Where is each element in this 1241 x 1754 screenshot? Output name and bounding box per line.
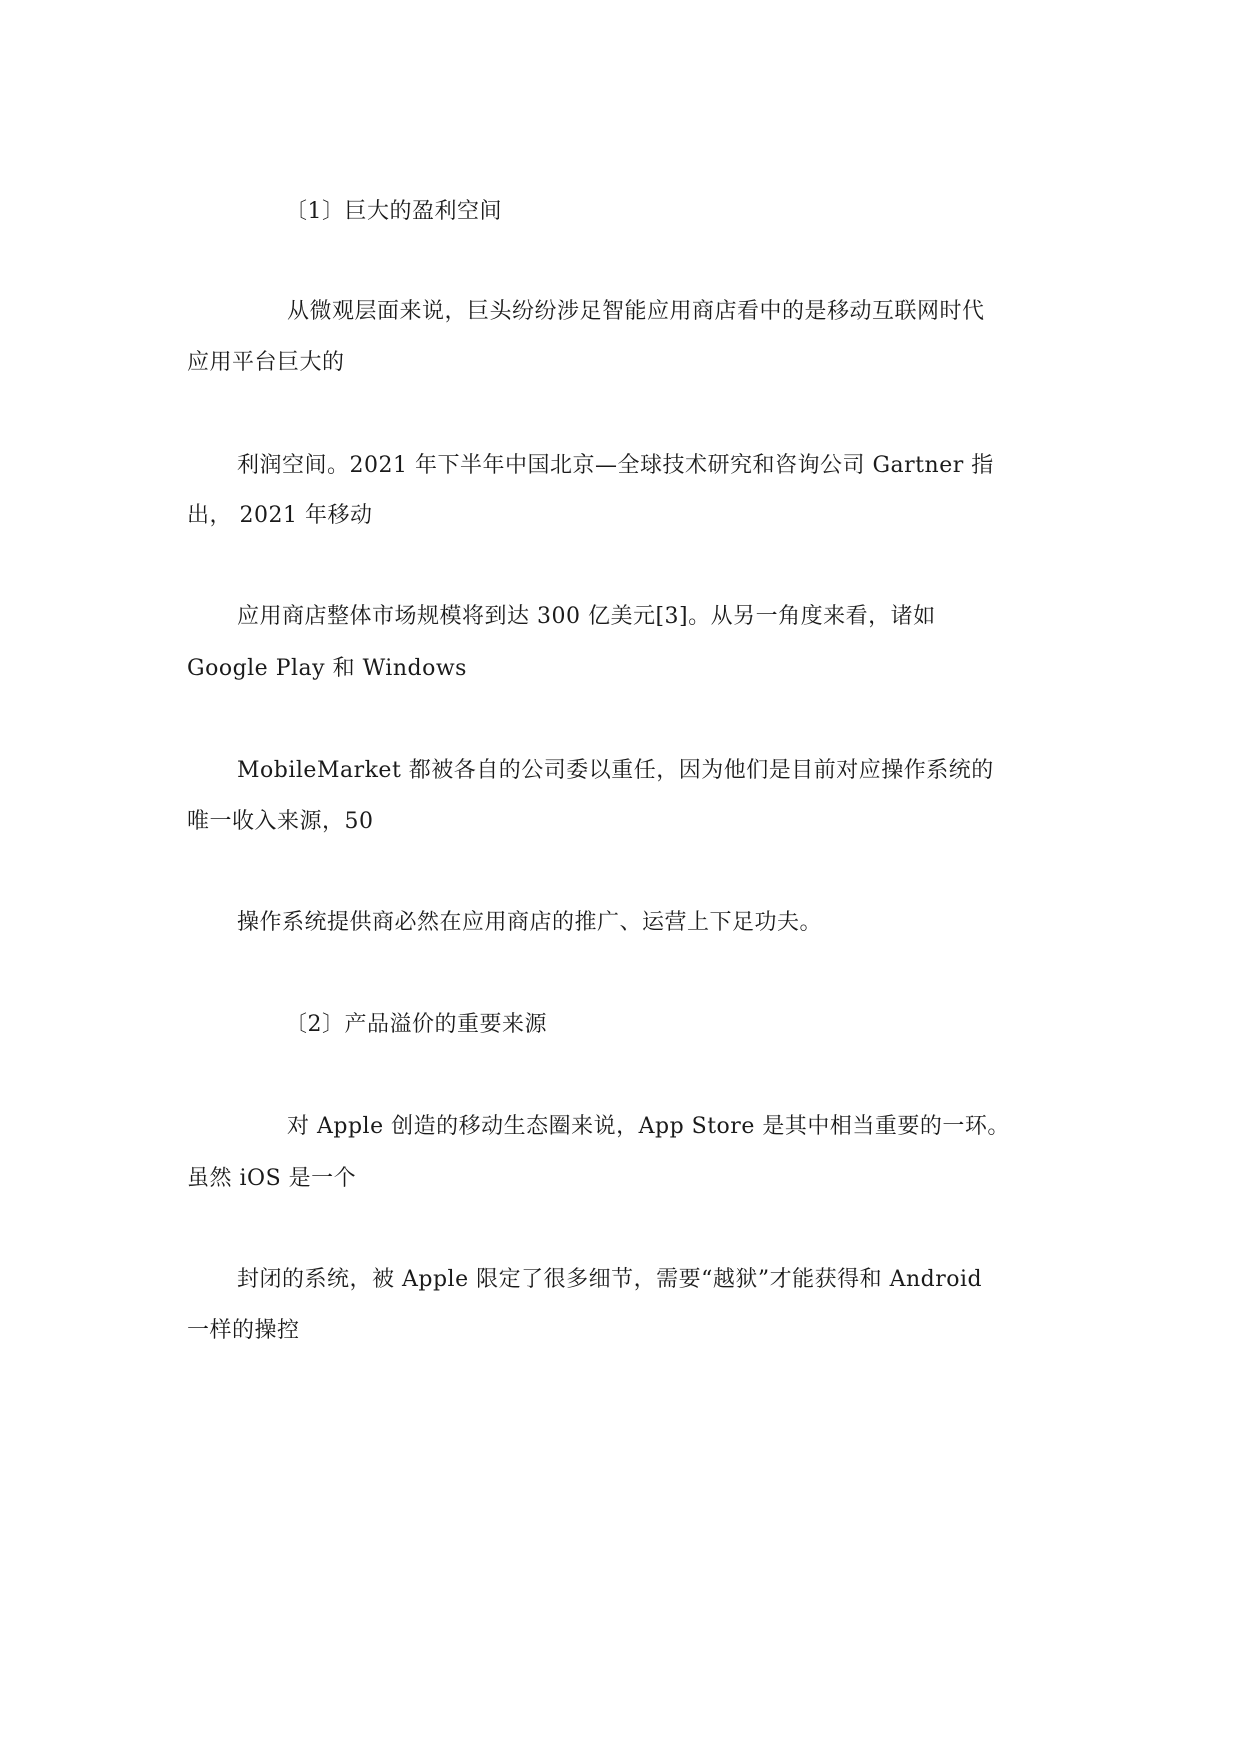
paragraph-2-line-2: 出， 2021 年移动 xyxy=(187,503,373,528)
paragraph-5-line-1: 操作系统提供商必然在应用商店的推广、运营上下足功夫。 xyxy=(237,910,823,935)
section-heading-1: 〔1〕巨大的盈利空间 xyxy=(285,199,502,224)
paragraph-7-line-2: 一样的操控 xyxy=(187,1318,300,1343)
paragraph-7-line-1: 封闭的系统，被 Apple 限定了很多细节，需要“越狱”才能获得和 Android xyxy=(237,1267,983,1292)
paragraph-4-line-2: 唯一收入来源，50 xyxy=(187,809,374,834)
paragraph-3-line-1: 应用商店整体市场规模将到达 300 亿美元[3]。从另一角度来看，诸如 xyxy=(237,604,936,629)
paragraph-1-line-2: 应用平台巨大的 xyxy=(187,350,345,375)
section-heading-2: 〔2〕产品溢价的重要来源 xyxy=(285,1012,547,1037)
paragraph-1-line-1: 从微观层面来说，巨头纷纷涉足智能应用商店看中的是移动互联网时代 xyxy=(287,299,985,324)
paragraph-2-line-1: 利润空间。2021 年下半年中国北京—全球技术研究和咨询公司 Gartner 指 xyxy=(237,453,994,478)
paragraph-6-line-1: 对 Apple 创造的移动生态圈来说，App Store 是其中相当重要的一环。 xyxy=(287,1114,1010,1139)
paragraph-3-line-2: Google Play 和 Windows xyxy=(187,656,467,681)
paragraph-6-line-2: 虽然 iOS 是一个 xyxy=(187,1166,357,1191)
paragraph-4-line-1: MobileMarket 都被各自的公司委以重任，因为他们是目前对应操作系统的 xyxy=(237,758,994,783)
